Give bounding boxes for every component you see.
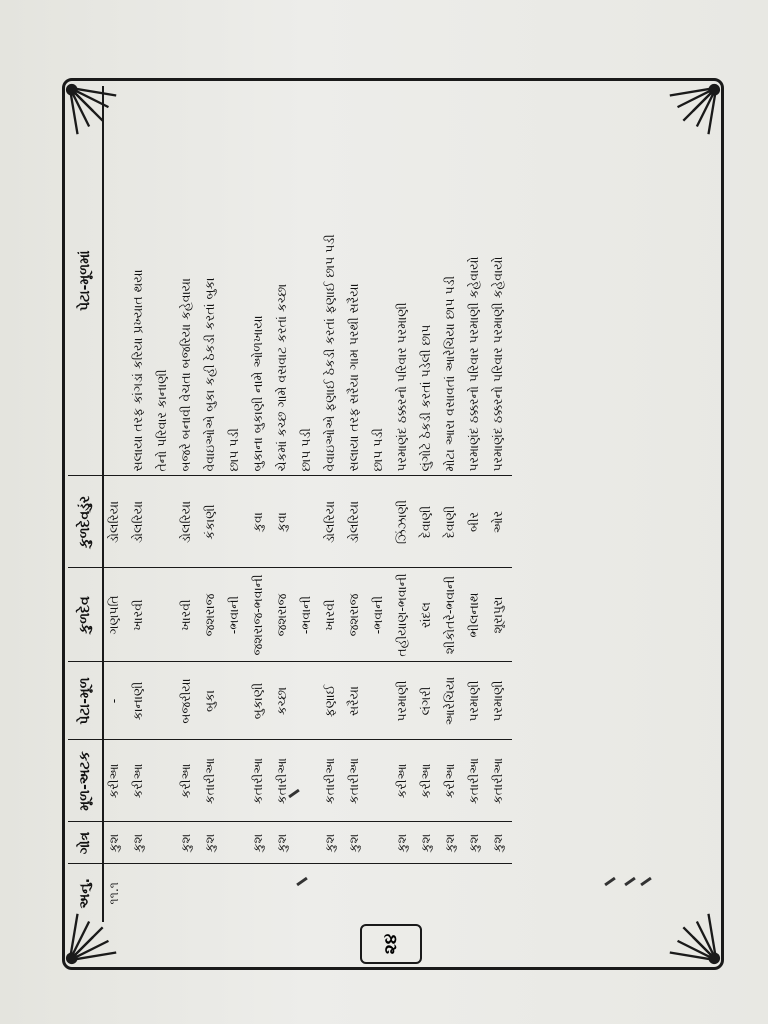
- table-cell: બજરે બનાવી વેચતા બજરિયા કહેવાયા: [178, 278, 193, 472]
- table-cell: બુકાના બુકાણી નામે ઓળખાયા: [250, 315, 265, 472]
- table-cell: કતારીઆ: [248, 740, 272, 822]
- table-cell: [152, 740, 176, 822]
- table-cell: કરીઆ: [176, 740, 200, 822]
- table-cell: પરમાણી: [392, 662, 416, 740]
- table-cell: બીર: [464, 476, 488, 568]
- table-cell: લંગરી: [416, 662, 440, 740]
- table-cell: પરમાણંદ ઠક્કરનો પરિવાર પરમાણી કહેવાયો: [466, 256, 481, 472]
- table-cell: કુશ: [464, 822, 488, 864]
- table-cell: [224, 662, 248, 740]
- table-cell: [464, 864, 488, 922]
- table-cell: ડોલરિયા: [344, 476, 368, 568]
- table-cell: કુવા: [272, 476, 296, 568]
- table-cell: કાનાણી: [128, 662, 152, 740]
- page-number-box: [360, 924, 422, 964]
- table-row: [176, 86, 200, 922]
- header-peta-mul-notes: પેટા-મૂળમાં: [68, 86, 103, 476]
- table-cell: શૂરાપુરા: [488, 568, 512, 662]
- table-cell: [248, 864, 272, 922]
- table-cell: કરીઆ: [416, 740, 440, 822]
- table-cell: ડોલરિયા: [128, 476, 152, 568]
- rotated-content: [62, 78, 724, 970]
- header-mul-atak: મૂળ-અટક: [68, 740, 103, 822]
- table-cell: વેવાઇઓએ ફણાઈ ઠેકડી કરતાં ફણાઈ છાપ પડી: [322, 234, 337, 472]
- table-cell: ઝિંઝાણી: [392, 476, 416, 568]
- table-cell: પરમાણી: [488, 662, 512, 740]
- table-cell: છાપ પડી: [226, 428, 241, 472]
- table-row: [296, 86, 320, 922]
- table-row: [416, 86, 440, 922]
- table-cell: છાપ પડી: [370, 428, 385, 472]
- table-cell: [344, 864, 368, 922]
- table-cell: તેનો પરિવાર કાનાણી: [154, 369, 169, 472]
- table-cell: [368, 476, 392, 568]
- table-cell: [368, 662, 392, 740]
- header-serial: અનુ.: [68, 864, 103, 922]
- table-row: [440, 86, 464, 922]
- table-cell: [368, 740, 392, 822]
- table-cell: -ભવાની: [224, 568, 248, 662]
- table-cell: [128, 864, 152, 922]
- table-cell: [368, 864, 392, 922]
- page-number: ૨૪: [380, 933, 401, 955]
- table-cell: -ભવાની: [368, 568, 392, 662]
- table-cell: ખારવી: [320, 568, 344, 662]
- table-cell: કુશ: [488, 822, 512, 864]
- table-cell: ખારવી: [176, 568, 200, 662]
- table-row: [368, 86, 392, 922]
- table-row: [103, 86, 128, 922]
- table-cell: ખારવી: [128, 568, 152, 662]
- table-row: [320, 86, 344, 922]
- table-cell: [152, 568, 176, 662]
- table-cell: રાંદલ: [416, 568, 440, 662]
- header-gotra: ગોત્ર: [68, 822, 103, 864]
- table-cell: ડોલરિયા: [176, 476, 200, 568]
- header-kuldev: કુળદેવ: [68, 568, 103, 662]
- table-cell: પરમાણંદ ઠક્કરનો પરિવાર પરમાણી: [394, 302, 409, 472]
- table-cell: [320, 864, 344, 922]
- table-cell: સલાયા તરફ સરૈયા ગામ પરથી સરૈયા: [346, 283, 361, 472]
- header-kuldevdungar: કુળદેવડુંર: [68, 476, 103, 568]
- table-cell: ફણાઈ: [320, 662, 344, 740]
- table-cell: કરીઆ: [128, 740, 152, 822]
- table-cell: ડોલરિયા: [320, 476, 344, 568]
- table-cell: લુંગોટે ઠેકડી કરતાં પડેલી છાપ: [418, 324, 433, 472]
- table-cell: બજરીયા: [176, 662, 200, 740]
- table-cell: કતારીઆ: [488, 740, 512, 822]
- table-cell: કુશ: [103, 822, 128, 864]
- table-cell: [176, 864, 200, 922]
- table-cell: [152, 476, 176, 568]
- table-cell: જશરાજ: [272, 568, 296, 662]
- table-cell: કંકાણી: [200, 476, 224, 568]
- table-cell: કુશ: [272, 822, 296, 864]
- table-cell: ઓર: [488, 476, 512, 568]
- table-cell: [296, 662, 320, 740]
- table-row: [344, 86, 368, 922]
- table-cell: ભીલનાથ: [464, 568, 488, 662]
- table-cell: કરીઆ: [392, 740, 416, 822]
- table-row: [392, 86, 416, 922]
- table-cell: સલાયા તરફ કાંગડાં કરિયા પ્રખ્યાત થયા: [130, 269, 145, 472]
- table-cell: કતારીઆ: [200, 740, 224, 822]
- table-cell: કુશ: [344, 822, 368, 864]
- table-cell: બુકા: [200, 662, 224, 740]
- table-cell: બુકાણી: [248, 662, 272, 740]
- table-cell: જશરાજ-ભવાની: [248, 568, 272, 662]
- table-cell: મોટા આરા વસાવતાં આરેચિયા છાપ પડી: [442, 275, 457, 472]
- table-cell: -: [103, 662, 128, 740]
- table-cell: [296, 740, 320, 822]
- table-cell: કચ્છા: [272, 662, 296, 740]
- table-cell: પરમાણંદ ઠક્કરનો પરિવાર પરમાણી કહેવાયો: [490, 256, 505, 472]
- table-cell: કતારીઆ: [320, 740, 344, 822]
- table-cell: શીકોતરે-ભવાની: [440, 568, 464, 662]
- table-cell: [392, 864, 416, 922]
- table-cell: [200, 864, 224, 922]
- table-cell: ૧૧.૧: [103, 864, 128, 922]
- table-cell: કરીઆ: [440, 740, 464, 822]
- table-cell: ચેકમાં કચ્છ ગામે વસવાટ કરતાં કચ્છા: [274, 283, 289, 472]
- table-cell: [440, 864, 464, 922]
- table-cell: [152, 822, 176, 864]
- table-cell: [224, 822, 248, 864]
- table-cell: જશરાજ: [200, 568, 224, 662]
- table-cell: [296, 822, 320, 864]
- table-cell: કુવા: [248, 476, 272, 568]
- table-cell: -ભવાની: [296, 568, 320, 662]
- table-cell: [272, 864, 296, 922]
- table-cell: કતારીઆ: [344, 740, 368, 822]
- table-cell: કુશ: [416, 822, 440, 864]
- table-cell: કરીઆ: [103, 740, 128, 822]
- table-cell: [296, 864, 320, 922]
- table-cell: કુશ: [320, 822, 344, 864]
- table-cell: કુશ: [128, 822, 152, 864]
- table-header-row: [68, 86, 103, 922]
- table-cell: [368, 822, 392, 864]
- table-cell: કુશ: [248, 822, 272, 864]
- table-cell: ગણપતિ: [103, 568, 128, 662]
- table-cell: [103, 86, 128, 476]
- table-cell: [224, 740, 248, 822]
- table-cell: છાપ પડી: [298, 428, 313, 472]
- table-cell: સરૈયા: [344, 662, 368, 740]
- table-cell: દેવાણી: [416, 476, 440, 568]
- table-cell: કતારીઆ: [272, 740, 296, 822]
- table-cell: ડોલરિયા: [103, 476, 128, 568]
- table-cell: કુશ: [440, 822, 464, 864]
- table-cell: [296, 476, 320, 568]
- table-row: [224, 86, 248, 922]
- table-cell: જશરાજ: [344, 568, 368, 662]
- table-row: [152, 86, 176, 922]
- table-row: [464, 86, 488, 922]
- table-cell: કતારીઆ: [464, 740, 488, 822]
- table-cell: [416, 864, 440, 922]
- table-cell: કુશ: [200, 822, 224, 864]
- table-cell: પરમાણી: [464, 662, 488, 740]
- table-row: [488, 86, 512, 922]
- table-cell: તહીયાણ-ભવાની: [392, 568, 416, 662]
- table-cell: આરેચિયા: [440, 662, 464, 740]
- header-peta-mul: પેટા-મૂળ: [68, 662, 103, 740]
- table-cell: [224, 864, 248, 922]
- table-cell: કુશ: [392, 822, 416, 864]
- table-cell: [152, 662, 176, 740]
- table-row: [248, 86, 272, 922]
- table-cell: [224, 476, 248, 568]
- table-cell: વેવાઇઓએ બુકા કહી ઠેકડી કરતાં બુકા: [202, 277, 217, 472]
- table-row: [272, 86, 296, 922]
- table-row: [200, 86, 224, 922]
- table-row: [128, 86, 152, 922]
- table-cell: [488, 864, 512, 922]
- table-cell: [152, 864, 176, 922]
- table-cell: કુશ: [176, 822, 200, 864]
- table-cell: દેવાણી: [440, 476, 464, 568]
